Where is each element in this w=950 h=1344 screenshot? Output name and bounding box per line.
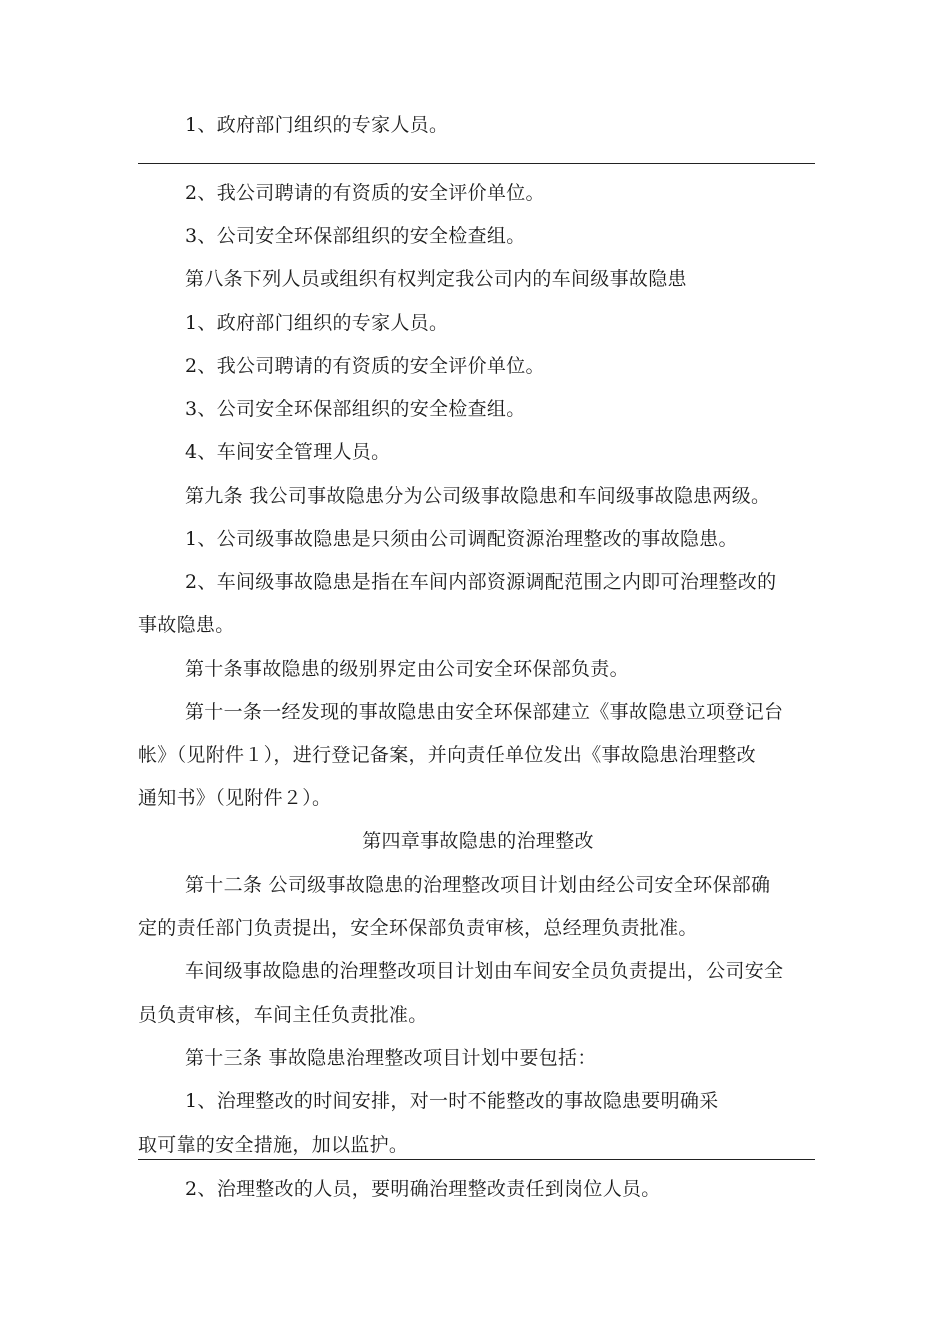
paragraph-line: 定的责任部门负责提出，安全环保部负责审核，总经理负责批准。 <box>138 917 698 939</box>
article-heading: 第十二条 公司级事故隐患的治理整改项目计划由经公司安全环保部确 <box>185 874 771 896</box>
paragraph-line: 4、车间安全管理人员。 <box>185 441 391 463</box>
paragraph-line: 1、政府部门组织的专家人员。 <box>185 114 449 136</box>
paragraph-line: 取可靠的安全措施，加以监护。 <box>138 1134 409 1156</box>
page-divider-top <box>138 163 815 164</box>
paragraph-line: 1、公司级事故隐患是只须由公司调配资源治理整改的事故隐患。 <box>185 528 738 550</box>
paragraph-line: 1、治理整改的时间安排，对一时不能整改的事故隐患要明确采 <box>185 1090 719 1112</box>
paragraph-line: 2、我公司聘请的有资质的安全评价单位。 <box>185 355 545 377</box>
article-heading: 第十三条 事故隐患治理整改项目计划中要包括： <box>185 1047 597 1069</box>
paragraph-line: 1、政府部门组织的专家人员。 <box>185 312 449 334</box>
paragraph-line: 通知书》（见附件２）。 <box>138 787 332 809</box>
article-heading: 第九条 我公司事故隐患分为公司级事故隐患和车间级事故隐患两级。 <box>185 485 771 507</box>
chapter-title: 第四章事故隐患的治理整改 <box>362 830 594 852</box>
article-heading: 第十条事故隐患的级别界定由公司安全环保部负责。 <box>185 658 629 680</box>
paragraph-line: 2、治理整改的人员，要明确治理整改责任到岗位人员。 <box>185 1178 661 1200</box>
paragraph-line: 2、我公司聘请的有资质的安全评价单位。 <box>185 182 545 204</box>
paragraph-line: 3、公司安全环保部组织的安全检查组。 <box>185 225 526 247</box>
paragraph-line: 员负责审核，车间主任负责批准。 <box>138 1004 428 1026</box>
paragraph-line: 事故隐患。 <box>138 614 235 636</box>
paragraph-line: 3、公司安全环保部组织的安全检查组。 <box>185 398 526 420</box>
page-divider-bottom <box>138 1159 815 1160</box>
article-heading: 第八条下列人员或组织有权判定我公司内的车间级事故隐患 <box>185 268 687 290</box>
article-heading: 第十一条一经发现的事故隐患由安全环保部建立《事故隐患立项登记台 <box>185 701 784 723</box>
paragraph-line: 2、车间级事故隐患是指在车间内部资源调配范围之内即可治理整改的 <box>185 571 777 593</box>
paragraph-line: 车间级事故隐患的治理整改项目计划由车间安全员负责提出，公司安全 <box>185 960 784 982</box>
paragraph-line: 帐》（见附件１），进行登记备案，并向责任单位发出《事故隐患治理整改 <box>138 744 756 766</box>
